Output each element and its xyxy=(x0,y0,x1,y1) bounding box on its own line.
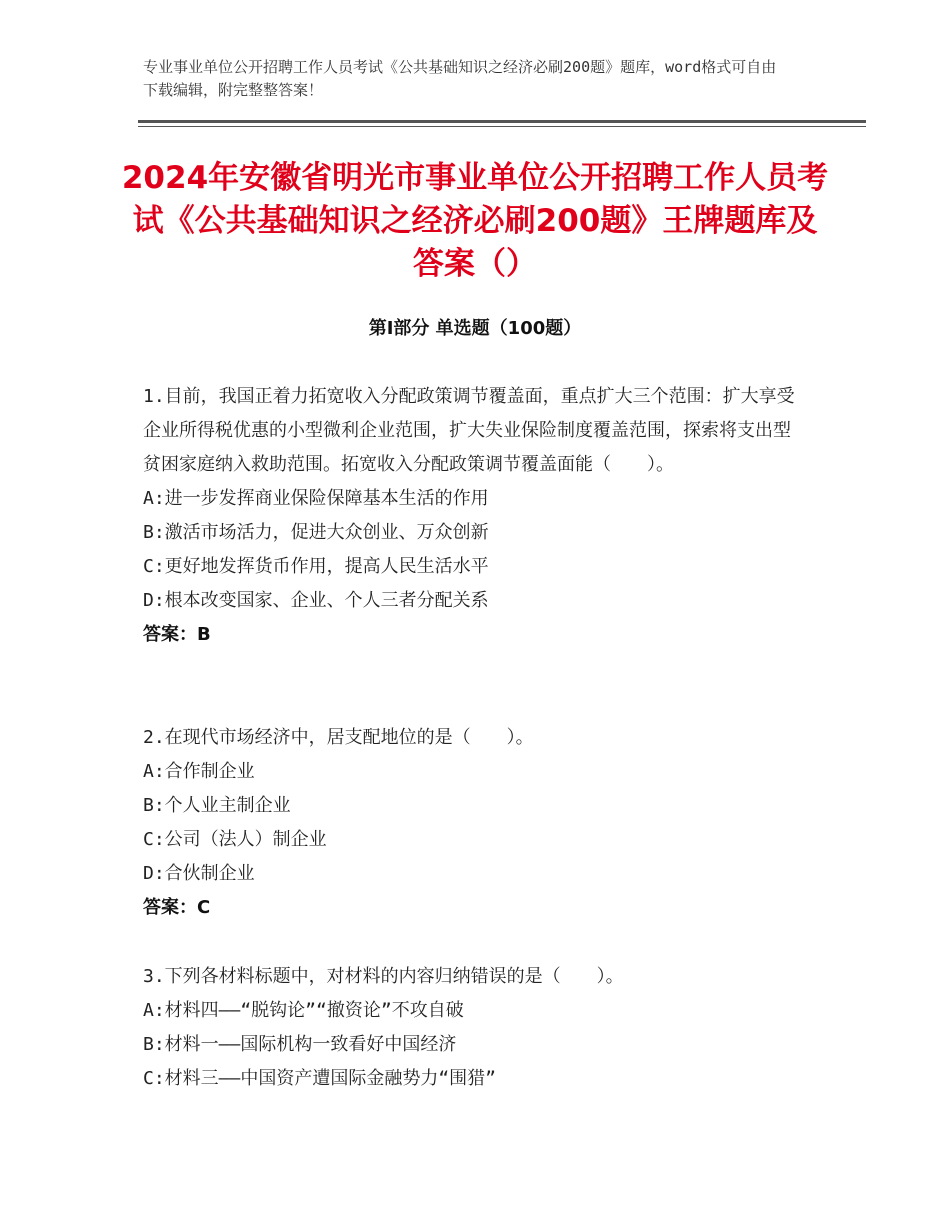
header-divider-thick xyxy=(138,120,866,123)
section-title: 第Ⅰ部分 单选题（100题） xyxy=(368,318,582,339)
option-a: A:进一步发挥商业保险保障基本生活的作用 xyxy=(143,488,489,509)
question-block-2 xyxy=(143,721,803,925)
question-stem: 1.目前，我国正着力拓宽收入分配政策调节覆盖面，重点扩大三个范围：扩大享受企业所得税优惠的小型微利企业范围，扩大失业保险制度覆盖范围，探索将支出型贫困家庭纳入救助范围。拓宽收入分配政策调节覆盖面能（ ）。 xyxy=(143,386,795,475)
header-divider-thin xyxy=(138,126,866,127)
header-note: 专业事业单位公开招聘工作人员考试《公共基础知识之经济必刷200题》题库，word格式可自由下载编辑，附完整整答案！ xyxy=(143,58,777,99)
option-b: B:激活市场活力，促进大众创业、万众创新 xyxy=(143,522,489,543)
option-c: C:材料三——中国资产遭国际金融势力“围猎” xyxy=(143,1068,497,1089)
question-stem: 3.下列各材料标题中，对材料的内容归纳错误的是（ ）。 xyxy=(143,966,624,987)
option-b: B:材料一——国际机构一致看好中国经济 xyxy=(143,1034,457,1055)
option-c: C:更好地发挥货币作用，提高人民生活水平 xyxy=(143,556,489,577)
option-b: B:个人业主制企业 xyxy=(143,795,291,816)
option-d: D:根本改变国家、企业、个人三者分配关系 xyxy=(143,590,489,611)
question-block-1 xyxy=(143,380,803,652)
option-c: C:公司（法人）制企业 xyxy=(143,829,327,850)
answer-line: 答案：C xyxy=(143,897,211,918)
document-title: 2024年安徽省明光市事业单位公开招聘工作人员考试《公共基础知识之经济必刷200题》王牌题库及答案（） xyxy=(121,160,829,282)
answer-line: 答案：B xyxy=(143,624,211,645)
option-a: A:材料四——“脱钩论”“撤资论”不攻自破 xyxy=(143,1000,464,1021)
option-a: A:合作制企业 xyxy=(143,761,255,782)
question-stem: 2.在现代市场经济中，居支配地位的是（ ）。 xyxy=(143,727,534,748)
question-block-3 xyxy=(143,960,803,1096)
option-d: D:合伙制企业 xyxy=(143,863,255,884)
